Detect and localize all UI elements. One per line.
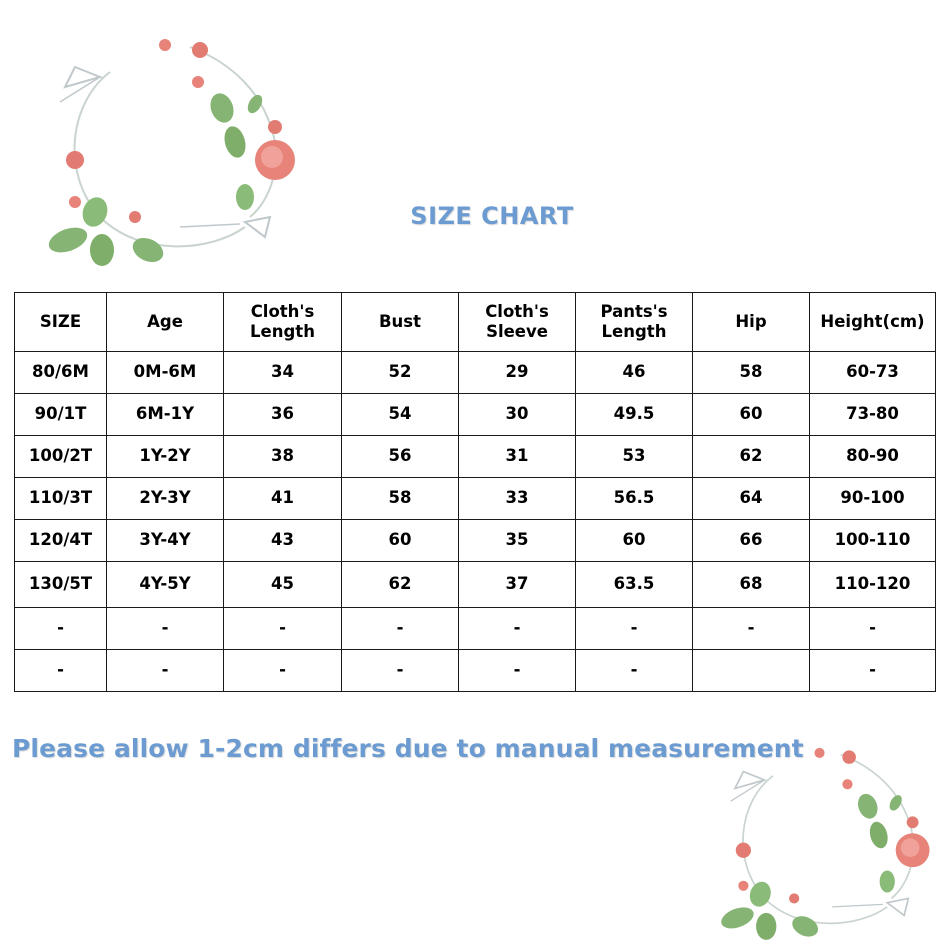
table-cell: 100/2T: [15, 435, 107, 477]
table-row: [15, 435, 936, 477]
table-row: [15, 649, 936, 691]
table-cell: 38: [224, 435, 342, 477]
table-cell: -: [15, 649, 107, 691]
table-cell: 56: [342, 435, 459, 477]
table-cell: 62: [693, 435, 810, 477]
table-row: [15, 477, 936, 519]
table-cell: -: [810, 649, 936, 691]
table-cell: -: [810, 608, 936, 650]
table-cell: 45: [224, 561, 342, 607]
table-cell: 68: [693, 561, 810, 607]
table-cell: 43: [224, 519, 342, 561]
table-row: [15, 393, 936, 435]
header-hip: Hip: [693, 293, 810, 352]
table-cell: 90/1T: [15, 393, 107, 435]
table-cell: -: [224, 649, 342, 691]
table-row: [15, 352, 936, 394]
page-title: SIZE CHART: [410, 202, 574, 230]
table-cell: 37: [459, 561, 576, 607]
table-cell: 31: [459, 435, 576, 477]
table-cell: 56.5: [576, 477, 693, 519]
table-cell: -: [224, 608, 342, 650]
header-age: Age: [107, 293, 224, 352]
table-cell: -: [107, 649, 224, 691]
table-cell: 60: [342, 519, 459, 561]
table-cell: [693, 649, 810, 691]
table-cell: 36: [224, 393, 342, 435]
table-cell: 80/6M: [15, 352, 107, 394]
rose-wreath-icon: [712, 725, 944, 945]
table-cell: 52: [342, 352, 459, 394]
table-cell: -: [342, 649, 459, 691]
table-cell: 3Y-4Y: [107, 519, 224, 561]
table-cell: 46: [576, 352, 693, 394]
table-cell: 1Y-2Y: [107, 435, 224, 477]
table-cell: -: [342, 608, 459, 650]
table-cell: -: [693, 608, 810, 650]
table-cell: 60-73: [810, 352, 936, 394]
table-cell: 33: [459, 477, 576, 519]
table-row: [15, 561, 936, 607]
table-cell: 41: [224, 477, 342, 519]
header-cloth-sleeve: Cloth's Sleeve: [459, 293, 576, 352]
table-cell: 63.5: [576, 561, 693, 607]
table-cell: 58: [342, 477, 459, 519]
table-cell: 30: [459, 393, 576, 435]
table-cell: 4Y-5Y: [107, 561, 224, 607]
table-cell: -: [459, 649, 576, 691]
table-cell: 110-120: [810, 561, 936, 607]
table-cell: 66: [693, 519, 810, 561]
table-row: [15, 519, 936, 561]
table-cell: 100-110: [810, 519, 936, 561]
table-cell: 53: [576, 435, 693, 477]
table-cell: 0M-6M: [107, 352, 224, 394]
header-bust: Bust: [342, 293, 459, 352]
table-cell: 120/4T: [15, 519, 107, 561]
table-cell: 73-80: [810, 393, 936, 435]
size-chart-table: [14, 292, 936, 692]
table-cell: -: [576, 649, 693, 691]
table-header-row: [15, 293, 936, 352]
table-cell: 54: [342, 393, 459, 435]
table-cell: 80-90: [810, 435, 936, 477]
measurement-note: Please allow 1-2cm differs due to manual measurement: [12, 734, 804, 763]
header-cloth-length: Cloth's Length: [224, 293, 342, 352]
header-size: SIZE: [15, 293, 107, 352]
table-cell: 110/3T: [15, 477, 107, 519]
table-cell: 62: [342, 561, 459, 607]
table-cell: 6M-1Y: [107, 393, 224, 435]
table-cell: 34: [224, 352, 342, 394]
table-cell: -: [576, 608, 693, 650]
table-cell: -: [107, 608, 224, 650]
table-cell: 60: [576, 519, 693, 561]
rose-wreath-icon: [40, 12, 310, 272]
table-cell: 2Y-3Y: [107, 477, 224, 519]
table-cell: 60: [693, 393, 810, 435]
table-cell: 35: [459, 519, 576, 561]
table-cell: 49.5: [576, 393, 693, 435]
table-row: [15, 608, 936, 650]
header-height: Height(cm): [810, 293, 936, 352]
table-cell: 29: [459, 352, 576, 394]
table-cell: -: [15, 608, 107, 650]
header-pants-length: Pants's Length: [576, 293, 693, 352]
table-cell: 130/5T: [15, 561, 107, 607]
table-cell: -: [459, 608, 576, 650]
table-cell: 90-100: [810, 477, 936, 519]
table-cell: 58: [693, 352, 810, 394]
table-cell: 64: [693, 477, 810, 519]
